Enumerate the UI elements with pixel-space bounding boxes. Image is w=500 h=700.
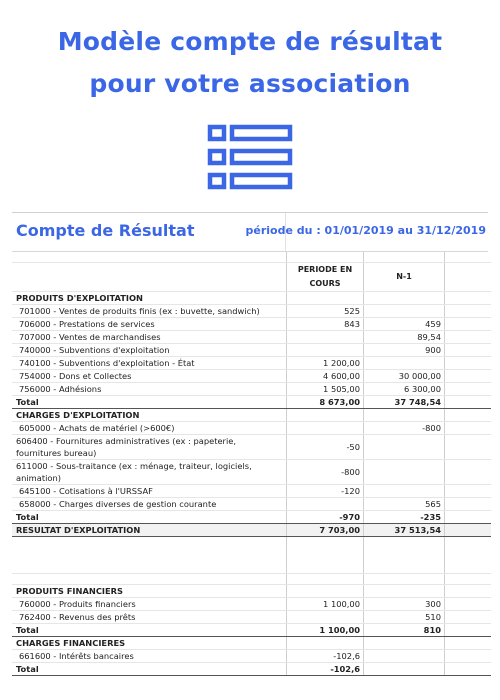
row-spacer [445, 305, 492, 318]
row-value-current: 1 505,00 [287, 383, 364, 396]
table-row-item [12, 611, 491, 624]
row-value-previous [364, 305, 445, 318]
headline-title-line-1: Modèle compte de résultat [57, 27, 443, 56]
table-row-item [12, 370, 491, 383]
row-value-previous: 37 513,54 [364, 524, 445, 537]
table-row-section [12, 637, 491, 650]
row-value-previous [364, 650, 445, 663]
row-label: 740000 - Subventions d'exploitation [12, 344, 287, 357]
list-icon [207, 124, 293, 190]
row-label: 606400 - Fournitures administratives (ex : papeterie, fournitures bureau) [12, 435, 287, 460]
table-row-tall [12, 460, 491, 485]
row-label [12, 537, 287, 574]
sheet-header [12, 213, 488, 252]
row-label: PRODUITS FINANCIERS [12, 585, 287, 598]
table-row-section [12, 292, 491, 305]
column-header-previous: N-1 [364, 263, 445, 292]
row-label: 701000 - Ventes de produits finis (ex : buvette, sandwich) [12, 305, 287, 318]
row-value-previous [364, 460, 445, 485]
row-value-previous [364, 357, 445, 370]
row-value-current [287, 611, 364, 624]
row-spacer [445, 574, 492, 585]
row-spacer [445, 585, 492, 598]
row-label: Total [12, 663, 287, 676]
row-spacer [445, 357, 492, 370]
sheet-title: Compte de Résultat [16, 221, 195, 240]
row-value-previous [364, 435, 445, 460]
row-value-current: -102,6 [287, 663, 364, 676]
row-value-current [287, 585, 364, 598]
row-value-previous [364, 292, 445, 305]
table-row-item [12, 331, 491, 344]
row-value-previous [364, 537, 445, 574]
row-value-previous [364, 485, 445, 498]
table-row-tall [12, 435, 491, 460]
row-value-current: 7 703,00 [287, 524, 364, 537]
row-label: 756000 - Adhésions [12, 383, 287, 396]
row-value-previous: 300 [364, 598, 445, 611]
row-value-previous [364, 409, 445, 422]
row-value-previous: 510 [364, 611, 445, 624]
row-value-current: -102,6 [287, 650, 364, 663]
blank-row [12, 252, 491, 263]
table-row-item [12, 422, 491, 435]
column-header-row [12, 263, 491, 292]
row-label: PRODUITS D'EXPLOITATION [12, 292, 287, 305]
row-label: CHARGES D'EXPLOITATION [12, 409, 287, 422]
row-spacer [445, 331, 492, 344]
row-value-previous: 565 [364, 498, 445, 511]
row-spacer [445, 370, 492, 383]
headline-title-line-2: pour votre association [89, 69, 411, 98]
row-label: 611000 - Sous-traitance (ex : ménage, traiteur, logiciels, animation) [12, 460, 287, 485]
row-spacer [445, 637, 492, 650]
row-value-current: 843 [287, 318, 364, 331]
table-row-item [12, 485, 491, 498]
row-value-previous: -800 [364, 422, 445, 435]
table-row-total [12, 624, 491, 637]
table-row-total [12, 396, 491, 409]
table-row-total [12, 511, 491, 524]
income-statement-sheet [12, 212, 488, 676]
row-label: 762400 - Revenus des prêts [12, 611, 287, 624]
row-spacer [445, 422, 492, 435]
table-row-item [12, 318, 491, 331]
row-value-current [287, 409, 364, 422]
row-spacer [445, 624, 492, 637]
row-value-previous: 89,54 [364, 331, 445, 344]
row-value-current [287, 292, 364, 305]
table-row-item [12, 344, 491, 357]
table-row-item [12, 305, 491, 318]
column-header-current-line-2: COURS [309, 279, 341, 288]
row-label: 754000 - Dons et Collectes [12, 370, 287, 383]
row-label: Total [12, 511, 287, 524]
table-row-item [12, 357, 491, 370]
row-label: CHARGES FINANCIERES [12, 637, 287, 650]
table-row-section [12, 585, 491, 598]
row-spacer [445, 650, 492, 663]
row-value-previous [364, 574, 445, 585]
row-spacer [445, 383, 492, 396]
row-value-current [287, 537, 364, 574]
row-label: 707000 - Ventes de marchandises [12, 331, 287, 344]
table-row-item [12, 650, 491, 663]
column-header-current [287, 263, 364, 292]
row-spacer [445, 460, 492, 485]
row-value-current: 525 [287, 305, 364, 318]
row-value-previous: 30 000,00 [364, 370, 445, 383]
row-value-previous: 900 [364, 344, 445, 357]
row-value-previous [364, 663, 445, 676]
row-spacer [445, 344, 492, 357]
row-value-current: -970 [287, 511, 364, 524]
row-label: 645100 - Cotisations à l'URSSAF [12, 485, 287, 498]
row-value-current: -800 [287, 460, 364, 485]
row-value-current: 1 100,00 [287, 624, 364, 637]
row-value-current: -120 [287, 485, 364, 498]
row-label: 706000 - Prestations de services [12, 318, 287, 331]
table-row-section [12, 409, 491, 422]
row-value-current [287, 331, 364, 344]
row-spacer [445, 537, 492, 574]
row-value-previous [364, 637, 445, 650]
row-value-previous [364, 585, 445, 598]
row-spacer [445, 396, 492, 409]
row-spacer [445, 435, 492, 460]
row-value-previous: 810 [364, 624, 445, 637]
row-value-previous: 6 300,00 [364, 383, 445, 396]
row-value-previous: 459 [364, 318, 445, 331]
row-spacer [445, 598, 492, 611]
row-value-current [287, 637, 364, 650]
row-spacer [445, 611, 492, 624]
table-row-item [12, 498, 491, 511]
table-row-result [12, 524, 491, 537]
row-value-current [287, 422, 364, 435]
table-row-space [12, 537, 491, 574]
row-label: 605000 - Achats de matériel (>600€) [12, 422, 287, 435]
row-label: Total [12, 624, 287, 637]
row-value-previous: 37 748,54 [364, 396, 445, 409]
row-label: 740100 - Subventions d'exploitation - État [12, 357, 287, 370]
row-spacer [445, 318, 492, 331]
row-label: RESULTAT D'EXPLOITATION [12, 524, 287, 537]
row-spacer [445, 511, 492, 524]
row-label: 661600 - Intérêts bancaires [12, 650, 287, 663]
column-header-current-line-1: PERIODE EN [297, 265, 353, 274]
row-spacer [445, 524, 492, 537]
table-row-item [12, 383, 491, 396]
row-label: Total [12, 396, 287, 409]
row-value-current [287, 344, 364, 357]
period-label: période du : 01/01/2019 au 31/12/2019 [245, 224, 486, 237]
row-value-current: -50 [287, 435, 364, 460]
row-value-current: 8 673,00 [287, 396, 364, 409]
row-spacer [445, 663, 492, 676]
row-value-previous: -235 [364, 511, 445, 524]
row-value-current: 1 200,00 [287, 357, 364, 370]
row-value-current [287, 498, 364, 511]
income-statement-table [12, 252, 491, 676]
row-label: 760000 - Produits financiers [12, 598, 287, 611]
table-row-item [12, 598, 491, 611]
row-label: 658000 - Charges diverses de gestion courante [12, 498, 287, 511]
row-value-current: 1 100,00 [287, 598, 364, 611]
row-spacer [445, 485, 492, 498]
row-spacer [445, 498, 492, 511]
row-value-current: 4 600,00 [287, 370, 364, 383]
table-row-total [12, 663, 491, 676]
row-spacer [445, 292, 492, 305]
table-row-blank [12, 574, 491, 585]
row-spacer [445, 409, 492, 422]
row-label [12, 574, 287, 585]
row-value-current [287, 574, 364, 585]
